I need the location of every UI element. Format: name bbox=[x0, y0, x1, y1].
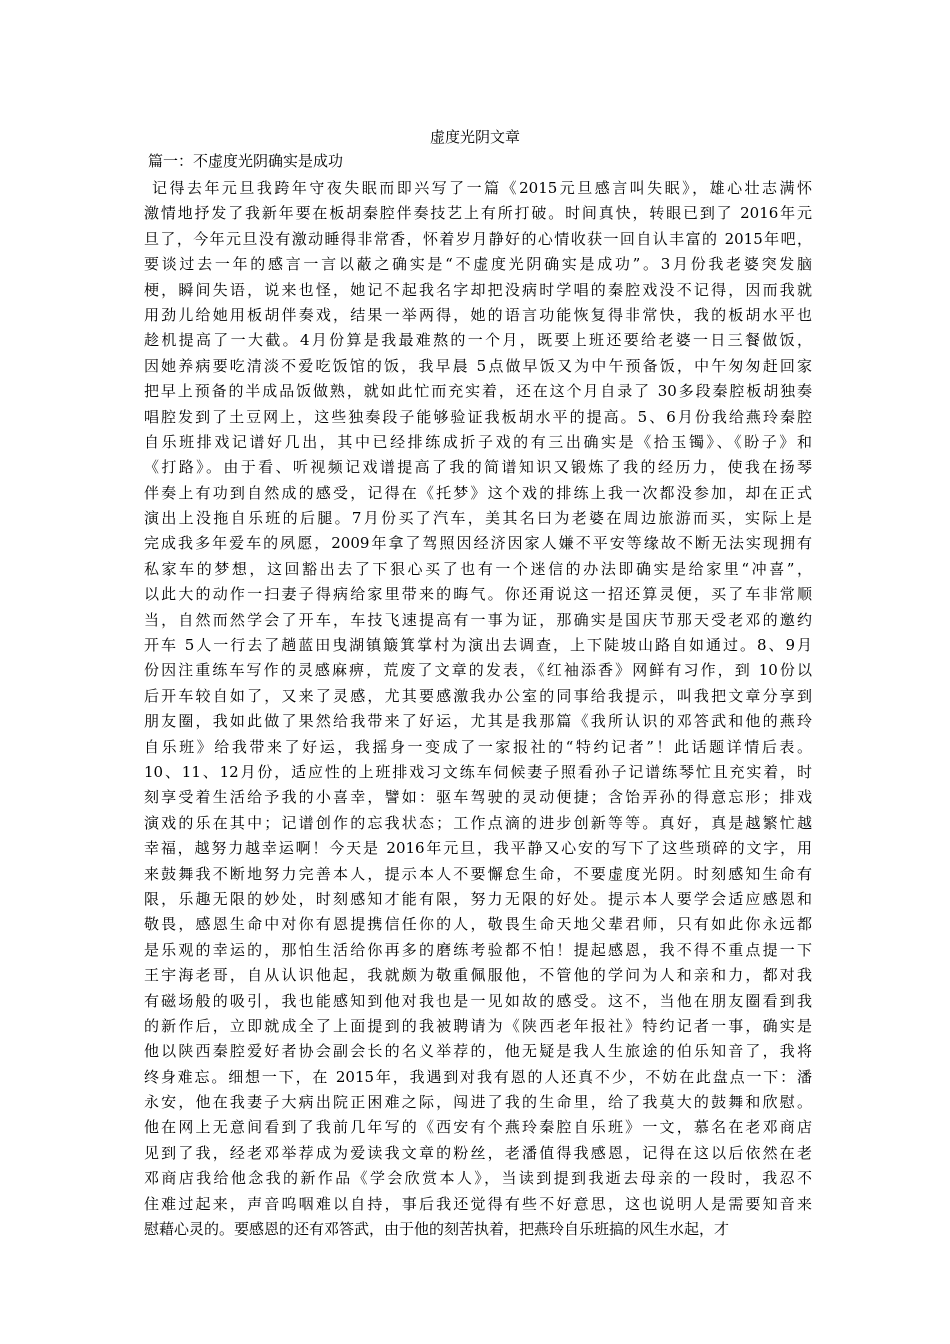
text-line: 邓商店我给他念我的新作品《学会欣赏本人》，当读到提到我逝去母亲的一段时，我忍不 bbox=[144, 1169, 812, 1188]
text-line: 他以陕西秦腔爱好者协会副会长的名义举荐的，他无疑是我人生旅途的伯乐知音了，我将 bbox=[144, 1042, 812, 1061]
text-line: 他在网上无意间看到了我前几年写的《西安有个燕玲秦腔自乐班》一文，慕名在老邓商店 bbox=[144, 1118, 812, 1137]
text-line: 因她养病要吃清淡不爱吃饭馆的饭，我早晨 5点做早饭又为中午预备饭，中午匆匆赶回家 bbox=[144, 356, 812, 375]
text-line: 趁机提高了一大截。4月份算是我最难熬的一个月，既要上班还要给老婆一日三餐做饭， bbox=[144, 331, 812, 350]
text-line: 幸福，越努力越幸运啊！今天是 2016年元旦，我平静又心安的写下了这些琐碎的文字，用 bbox=[144, 839, 812, 858]
text-line: 梗，瞬间失语，说来也怪，她记不起我名字却把没病时学唱的秦腔戏没不记得，因而我就 bbox=[144, 280, 812, 299]
text-line: 旦了，今年元旦没有激动睡得非常香，怀着岁月静好的心情收获一回自认丰富的 2015年吧， bbox=[144, 229, 812, 248]
text-line: 要谈过去一年的感言一言以蔽之确实是“不虚度光阴确实是成功”。3月份我老婆突发脑 bbox=[144, 255, 812, 274]
text-line: 开车 5人一行去了趟蓝田曳湖镇簸箕掌村为演出去调查，上下陡坡山路自如通过。8、9月 bbox=[144, 636, 812, 655]
text-line: 敬畏，感恩生命中对你有恩提携信任你的人，敬畏生命天地父辈君师，只有如此你永远都 bbox=[144, 915, 812, 934]
text-line: 来鼓舞我不断地努力完善本人，提示本人不要懈怠生命，不要虚度光阴。时刻感知生命有 bbox=[144, 864, 812, 883]
text-line: 份因注重练车写作的灵感麻痹，荒废了文章的发表，《红袖添香》网鲜有习作，到 10份以 bbox=[144, 661, 812, 680]
text-line: 的新作后，立即就成全了上面提到的我被聘请为《陕西老年报社》特约记者一事，确实是 bbox=[144, 1016, 812, 1035]
text-line: 伴奏上有功到自然成的感受，记得在《托梦》这个戏的排练上我一次都没参加，却在正式 bbox=[144, 483, 812, 502]
text-line: 有磁场般的吸引，我也能感知到他对我也是一见如故的感受。这不，当他在朋友圈看到我 bbox=[144, 991, 812, 1010]
text-line: 10、11、12月份，适应性的上班排戏习文练车伺候妻子照看孙子记谱练琴忙且充实着，时 bbox=[144, 762, 812, 781]
text-line: 自乐班排戏记谱好几出，其中已经排练成折子戏的有三出确实是《拾玉镯》、《盼子》和 bbox=[144, 432, 812, 451]
text-line: 演戏的乐在其中；记谱创作的忘我状态；工作点滴的进步创新等等。真好，真是越繁忙越 bbox=[144, 813, 812, 832]
text-line: 用劲儿给她用板胡伴奏戏，结果一举两得，她的语言功能恢复得非常快，我的板胡水平也 bbox=[144, 305, 812, 324]
text-line: 朋友圈，我如此做了果然给我带来了好运，尤其是我那篇《我所认识的邓答武和他的燕玲 bbox=[144, 712, 812, 731]
body-paragraph bbox=[144, 176, 812, 1242]
text-line: 把早上预备的半成品饭做熟，就如此忙而充实着，还在这个月自录了 30多段秦腔板胡独奏 bbox=[144, 382, 812, 401]
text-line: 住难过起来，声音呜咽难以自持，事后我还觉得有些不好意思，这也说明人是需要知音来 bbox=[144, 1194, 812, 1213]
document-title: 虚度光阴文章 bbox=[429, 128, 520, 146]
text-line: 以此大的动作一扫妻子得病给家里带来的晦气。你还甭说这一招还算灵便，买了车非常顺 bbox=[144, 585, 812, 604]
text-line: 限，乐趣无限的妙处，时刻感知才能有限，努力无限的好处。提示本人要学会适应感恩和 bbox=[144, 889, 812, 908]
text-line: 唱腔发到了土豆网上，这些独奏段子能够验证我板胡水平的提高。5、6月份我给燕玲秦腔 bbox=[144, 407, 812, 426]
text-line: 记得去年元旦我跨年守夜失眠而即兴写了一篇《2015元旦感言叫失眠》，雄心壮志满怀 bbox=[152, 179, 812, 197]
text-line: 私家车的梦想，这回豁出去了下狠心买了也有一个迷信的办法即确实是给家里“冲喜”， bbox=[144, 559, 812, 578]
text-line: 自乐班》给我带来了好运，我摇身一变成了一家报社的“特约记者”！此话题详情后表。 bbox=[144, 737, 812, 756]
section-heading: 篇一：不虚度光阴确实是成功 bbox=[148, 152, 344, 170]
text-line: 终身难忘。细想一下，在 2015年，我遇到对我有恩的人还真不少，不妨在此盘点一下：潘 bbox=[144, 1067, 812, 1086]
text-line: 刻享受着生活给予我的小喜幸，譬如：驱车驾驶的灵动便捷；含饴弄孙的得意忘形；排戏 bbox=[144, 788, 812, 807]
text-line: 见到了我，经老邓举荐成为爱读我文章的粉丝，老潘值得我感恩，记得在这以后依然在老 bbox=[144, 1143, 812, 1162]
text-line: 《打路》。由于看、听视频记戏谱提高了我的简谱知识又锻炼了我的经历力，使我在扬琴 bbox=[144, 458, 812, 477]
text-line: 永安，他在我妻子大病出院正困难之际，闯进了我的生命里，给了我莫大的鼓舞和欣慰。 bbox=[144, 1093, 812, 1112]
text-line: 激情地抒发了我新年要在板胡秦腔伴奏技艺上有所打破。时间真快，转眼已到了 2016年元 bbox=[144, 204, 812, 223]
text-line: 慰藉心灵的。要感恩的还有邓答武，由于他的刻苦执着，把燕玲自乐班搞的风生水起，才 bbox=[144, 1220, 730, 1239]
text-line: 后开车较自如了，又来了灵感，尤其要感激我办公室的同事给我提示，叫我把文章分享到 bbox=[144, 686, 812, 705]
text-line: 完成我多年爱车的夙愿，2009年拿了驾照因经济因家人嫌不平安等缘故不断无法实现拥有 bbox=[144, 534, 812, 553]
text-line: 当，自然而然学会了开车，车技飞速提高有一事为证，那确实是国庆节那天受老邓的邀约 bbox=[144, 610, 812, 629]
text-line: 王宇海老哥，自从认识他起，我就颇为敬重佩服他，不管他的学问为人和亲和力，都对我 bbox=[144, 966, 812, 985]
text-line: 是乐观的幸运的，那怕生活给你再多的磨练考验都不怕！提起感恩，我不得不重点提一下 bbox=[144, 940, 812, 959]
text-line: 演出上没拖自乐班的后腿。7月份买了汽车，美其名曰为老婆在周边旅游而买，实际上是 bbox=[144, 509, 812, 528]
